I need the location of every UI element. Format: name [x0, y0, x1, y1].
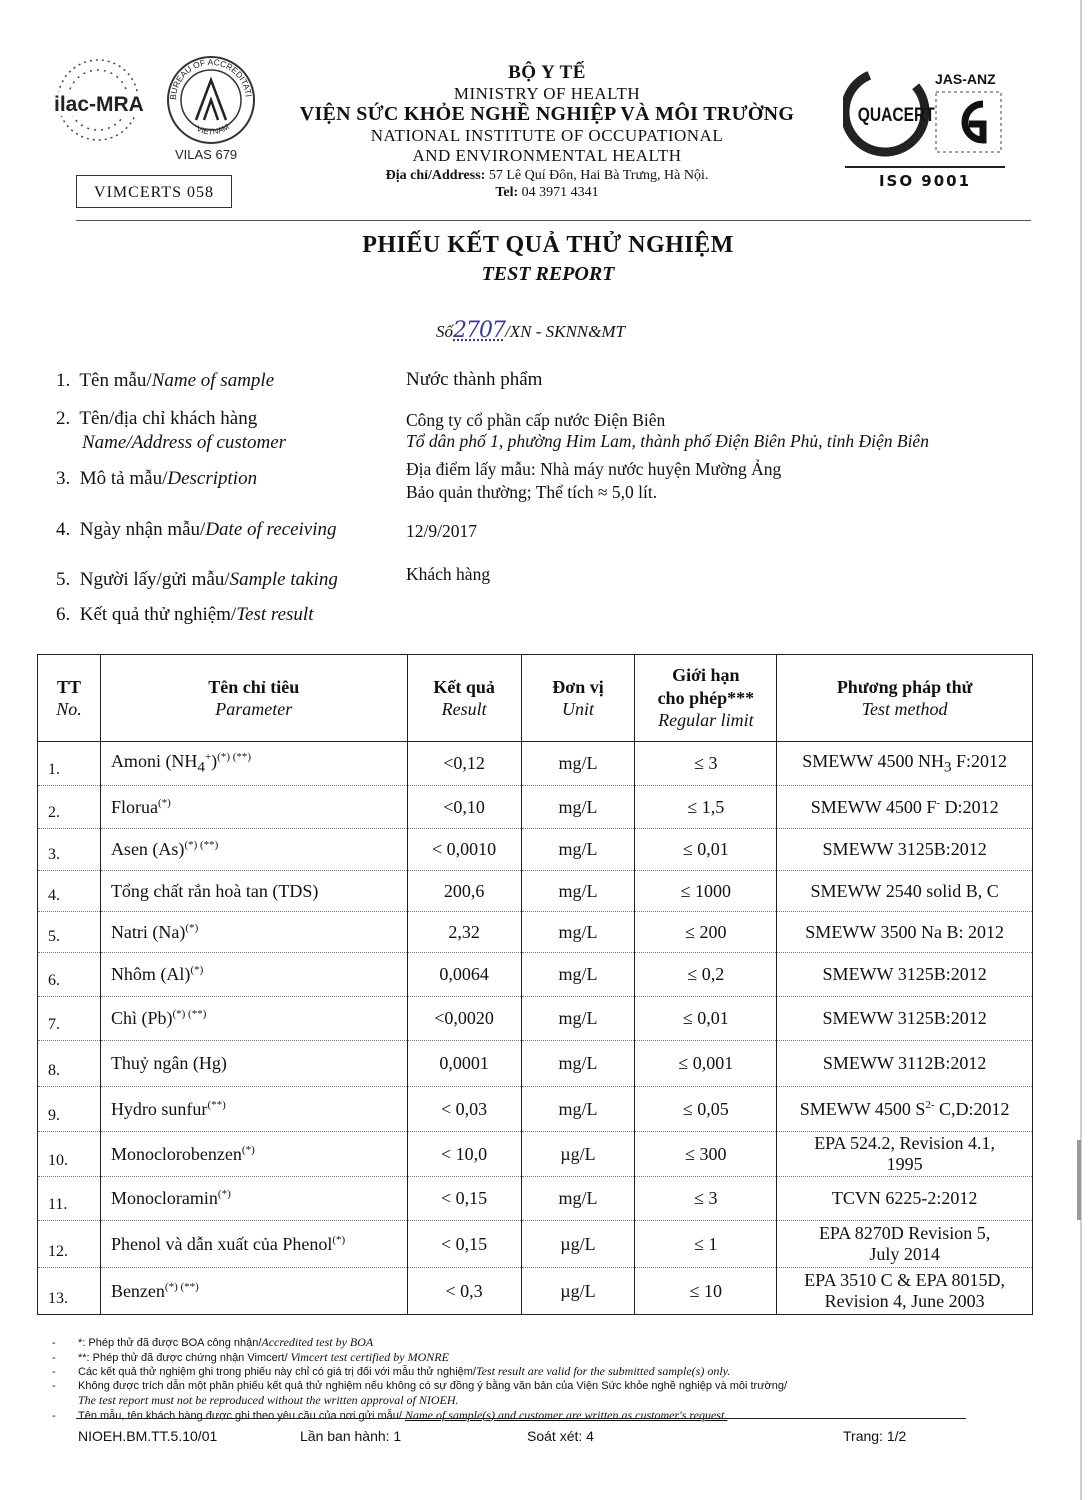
boa-ring-text: BUREAU OF ACCREDITATI	[167, 56, 254, 101]
cell-result: <0,12	[407, 742, 521, 786]
cell-parameter: Chì (Pb)(*) (**)	[100, 997, 407, 1041]
table-row	[38, 1177, 1033, 1221]
cell-unit: mg/L	[521, 871, 635, 912]
cell-result: < 0,03	[407, 1087, 521, 1132]
cell-no: 2.	[38, 786, 101, 829]
cell-parameter: Amoni $(NH_4^+)^{(*) (**)}$	[100, 742, 407, 786]
cell-limit: ≤ 0,01	[635, 829, 777, 871]
cell-no: 1.	[38, 742, 101, 786]
vilas-text: VILAS 679	[175, 147, 238, 162]
accreditation-logos	[48, 50, 263, 170]
table-header	[38, 655, 1033, 742]
cell-no: 12.	[38, 1221, 101, 1268]
info-label-3: 3. Mô tả mẫu/Description	[56, 468, 258, 489]
cell-method: EPA 524.2, Revision 4.1, 1995	[777, 1132, 1033, 1177]
report-title-vi: PHIẾU KẾT QUẢ THỬ NGHIỆM	[362, 232, 734, 258]
cell-parameter: Monoclorobenzen(*)	[100, 1132, 407, 1177]
cell-limit: ≤ 1000	[635, 871, 777, 912]
institute-en-1: NATIONAL INSTITUTE OF OCCUPATIONAL	[370, 126, 724, 146]
table-row	[38, 1041, 1033, 1087]
header-institution	[250, 62, 844, 201]
cell-parameter: Nhôm (Al)(*)	[100, 953, 407, 997]
cell-method: EPA 8270D Revision 5, July 2014	[777, 1221, 1033, 1268]
footnote-2: - **: Phép thử đã được chứng nhận Vimcert/ Vimcert test certified by MONRE	[52, 1349, 449, 1364]
cell-result: 0,0064	[407, 953, 521, 997]
table-row	[38, 997, 1033, 1041]
cell-result: < 10,0	[407, 1132, 521, 1177]
cell-method: SMEWW 3112B:2012	[777, 1041, 1033, 1087]
cell-method: TCVN 6225-2:2012	[777, 1177, 1033, 1221]
cell-unit: µg/L	[521, 1268, 635, 1315]
cell-unit: mg/L	[521, 829, 635, 871]
info-value-sample: Nước thành phẩm	[406, 369, 543, 390]
page-edge-mark	[1077, 1140, 1081, 1220]
info-label-5: 5. Người lấy/gửi mẫu/Sample taking	[56, 569, 338, 590]
cell-result: <0,0020	[407, 997, 521, 1041]
cell-method: SMEWW 4500 $S^{2-}$ C,D:2012	[777, 1087, 1033, 1132]
table-row	[38, 912, 1033, 953]
cell-unit: mg/L	[521, 786, 635, 829]
cell-limit: ≤ 0,2	[635, 953, 777, 997]
cell-method: EPA 3510 C & EPA 8015D, Revision 4, June 2003	[777, 1268, 1033, 1315]
cell-limit: ≤ 0,05	[635, 1087, 777, 1132]
cell-parameter: Asen (As)(*) (**)	[100, 829, 407, 871]
ilac-boa-logo	[48, 50, 263, 165]
ministry-en: MINISTRY OF HEALTH	[453, 83, 641, 103]
report-title-en: TEST REPORT	[481, 263, 615, 285]
cell-parameter: Hydro sunfur(**)	[100, 1087, 407, 1132]
cell-method: SMEWW 3125B:2012	[777, 829, 1033, 871]
th-result: Kết quả Result	[407, 655, 521, 742]
cell-method: SMEWW 3125B:2012	[777, 997, 1033, 1041]
cell-result: 200,6	[407, 871, 521, 912]
cell-no: 9.	[38, 1087, 101, 1132]
cell-unit: mg/L	[521, 1041, 635, 1087]
th-parameter: Tên chỉ tiêu Parameter	[100, 655, 407, 742]
info-label-6: 6. Kết quả thử nghiệm/Test result	[56, 604, 314, 625]
cell-no: 7.	[38, 997, 101, 1041]
info-value-sample-taking: Khách hàng	[406, 564, 491, 584]
info-label-4: 4. Ngày nhận mẫu/Date of receiving	[56, 519, 337, 540]
cell-result: < 0,15	[407, 1221, 521, 1268]
header-rule	[76, 220, 1031, 221]
cell-limit: ≤ 3	[635, 742, 777, 786]
table-row	[38, 829, 1033, 871]
cell-method: SMEWW 3500 Na B: 2012	[777, 912, 1033, 953]
th-method: Phương pháp thử Test method	[777, 655, 1033, 742]
cell-result: < 0,0010	[407, 829, 521, 871]
edition: Lần ban hành: 1	[300, 1428, 402, 1444]
cell-result: < 0,15	[407, 1177, 521, 1221]
boa-ring-bottom: VIETNAM	[195, 122, 231, 137]
cell-limit: ≤ 200	[635, 912, 777, 953]
cell-no: 3.	[38, 829, 101, 871]
report-number: Số2707/XN - SKNN&MT	[436, 318, 625, 343]
cell-limit: ≤ 1	[635, 1221, 777, 1268]
ilac-text: ilac-MRA	[54, 93, 144, 116]
cell-limit: ≤ 10	[635, 1268, 777, 1315]
results-table	[37, 654, 1033, 1315]
cell-no: 11.	[38, 1177, 101, 1221]
info-label-2: 2. Tên/địa chỉ khách hàng	[56, 408, 258, 429]
info-label-1: 1. Tên mẫu/Name of sample	[56, 370, 275, 391]
cell-limit: ≤ 0,001	[635, 1041, 777, 1087]
cell-limit: ≤ 300	[635, 1132, 777, 1177]
quacert-jasanz-logo	[843, 62, 1008, 162]
cell-no: 8.	[38, 1041, 101, 1087]
cell-method: SMEWW 4500 $NH_3$ F:2012	[777, 742, 1033, 786]
info-value-description-2: Bảo quản thường; Thể tích ≈ 5,0 lít.	[406, 482, 658, 502]
th-unit: Đơn vị Unit	[521, 655, 635, 742]
quacert-text: QUACERT	[857, 103, 935, 126]
cell-unit: mg/L	[521, 742, 635, 786]
cell-result: < 0,3	[407, 1268, 521, 1315]
cell-parameter: Thuỷ ngân (Hg)	[100, 1041, 407, 1087]
iso-9001: ISO 9001	[878, 172, 972, 190]
footnotes	[52, 1336, 787, 1423]
info-value-customer: Công ty cổ phần cấp nước Điện Biên	[406, 410, 666, 430]
cell-unit: mg/L	[521, 953, 635, 997]
info-value-date: 12/9/2017	[406, 521, 477, 541]
info-value-description: Địa điểm lấy mẫu: Nhà máy nước huyện Mường Ảng	[406, 459, 782, 479]
cell-parameter: Florua(*)	[100, 786, 407, 829]
cell-unit: mg/L	[521, 1177, 635, 1221]
cell-no: 13.	[38, 1268, 101, 1315]
address: Địa chỉ/Address: 57 Lê Quí Đôn, Hai Bà Trưng, Hà Nội.	[385, 168, 709, 184]
form-code: NIOEH.BM.TT.5.10/01	[78, 1428, 218, 1444]
cell-result: 0,0001	[407, 1041, 521, 1087]
table-row	[38, 1221, 1033, 1268]
iso-logos	[843, 62, 1008, 167]
page-number: Trang: 1/2	[843, 1428, 907, 1444]
cell-limit: ≤ 1,5	[635, 786, 777, 829]
info-label-2-en: Name/Address of customer	[82, 432, 287, 453]
cell-limit: ≤ 0,01	[635, 997, 777, 1041]
table-row	[38, 742, 1033, 786]
vimcerts-box: VIMCERTS 058	[76, 175, 232, 208]
cell-method: SMEWW 3125B:2012	[777, 953, 1033, 997]
institute-vi: VIỆN SỨC KHỎE NGHỀ NGHIỆP VÀ MÔI TRƯỜNG	[299, 103, 795, 126]
page-edge	[1080, 0, 1082, 1500]
cell-unit: mg/L	[521, 997, 635, 1041]
results-rows	[38, 742, 1033, 1315]
jas-anz-text: JAS-ANZ	[935, 71, 996, 87]
institute-en-2: AND ENVIRONMENTAL HEALTH	[412, 145, 682, 165]
ministry-vi: BỘ Y TẾ	[508, 62, 586, 83]
cell-no: 4.	[38, 871, 101, 912]
cell-unit: µg/L	[521, 1221, 635, 1268]
footnote-3: - Các kết quả thử nghiệm ghi trong phiếu này chỉ có giá trị đối với mẫu thử nghiệm/Test result are valid for the submitted sample(s) only.	[52, 1364, 731, 1379]
cell-parameter: Monocloramin(*)	[100, 1177, 407, 1221]
cell-unit: µg/L	[521, 1132, 635, 1177]
footnote-4: - Không được trích dẫn một phần phiếu kết quả thử nghiệm nếu không có sự đồng ý bằng văn bản của Viện Sức khỏe nghề nghiệp và môi trường/	[52, 1380, 788, 1393]
handwritten-number: 2707	[453, 318, 505, 343]
footnote-4-en: The test report must not be reproduced without the written approval of NIOEH.	[78, 1392, 459, 1407]
table-row	[38, 1087, 1033, 1132]
cell-parameter: Tổng chất rắn hoà tan (TDS)	[100, 871, 407, 912]
cell-method: SMEWW 2540 solid B, C	[777, 871, 1033, 912]
info-value-customer-address: Tổ dân phố 1, phường Him Lam, thành phố Điện Biên Phủ, tỉnh Điện Biên	[406, 431, 929, 451]
table-row	[38, 786, 1033, 829]
cell-limit: ≤ 3	[635, 1177, 777, 1221]
telephone: Tel: 04 3971 4341	[495, 184, 599, 200]
cell-result: <0,10	[407, 786, 521, 829]
th-limit: Giới hạn cho phép*** Regular limit	[635, 655, 777, 742]
cell-unit: mg/L	[521, 1087, 635, 1132]
cell-method: SMEWW 4500 F- D:2012	[777, 786, 1033, 829]
cell-unit: mg/L	[521, 912, 635, 953]
cell-no: 5.	[38, 912, 101, 953]
svg-text:VIETNAM	[195, 122, 231, 136]
footnote-rule	[76, 1418, 966, 1419]
cell-parameter: Natri (Na)(*)	[100, 912, 407, 953]
cell-result: 2,32	[407, 912, 521, 953]
cell-no: 6.	[38, 953, 101, 997]
table-row	[38, 871, 1033, 912]
th-no: TT No.	[38, 655, 101, 742]
review: Soát xét: 4	[527, 1428, 594, 1444]
cell-parameter: Phenol và dẫn xuất của Phenol(*)	[100, 1221, 407, 1268]
table-row	[38, 953, 1033, 997]
footnote-1: - *: Phép thử đã được BOA công nhận/Accredited test by BOA	[52, 1335, 374, 1349]
iso-divider	[845, 166, 1005, 168]
footnote-5: - Tên mẫu, tên khách hàng được ghi theo yêu cầu của nơi gửi mẫu/ Name of sample(s) and customer are written as customer's request.	[52, 1407, 728, 1422]
cell-no: 10.	[38, 1132, 101, 1177]
table-row	[38, 1132, 1033, 1177]
table-row	[38, 1268, 1033, 1315]
cell-parameter: Benzen(*) (**)	[100, 1268, 407, 1315]
